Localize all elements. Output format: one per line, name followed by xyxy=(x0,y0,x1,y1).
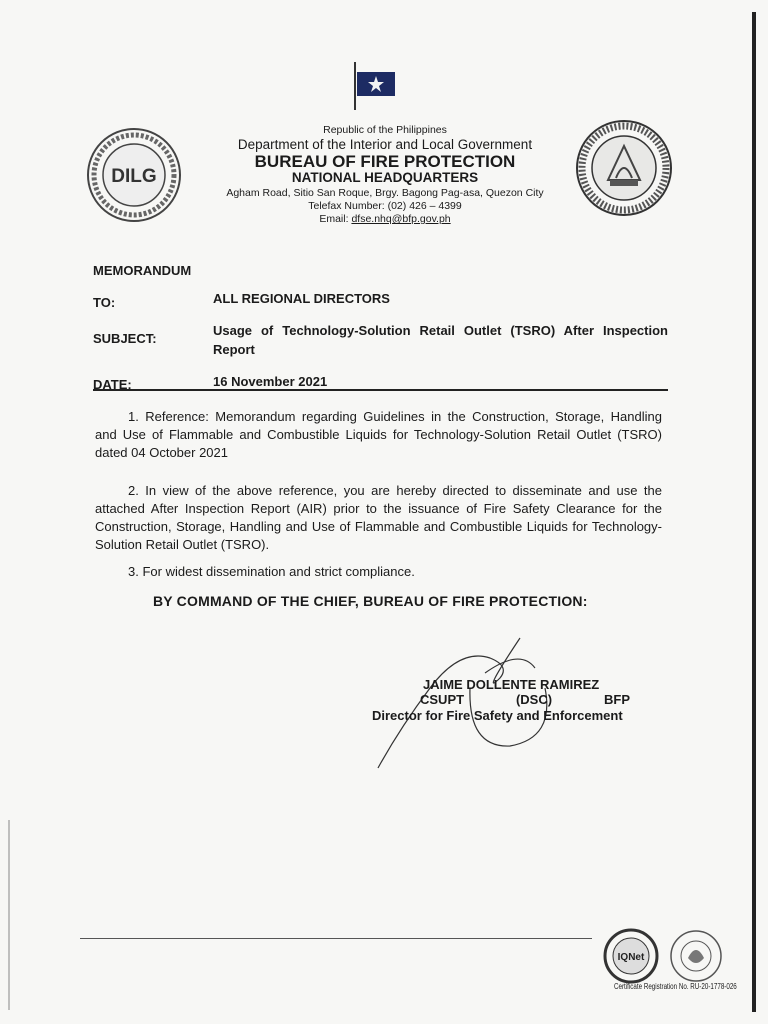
page-edge xyxy=(752,12,756,1012)
signatory-rank-line xyxy=(420,692,630,707)
signatory-org: BFP xyxy=(603,692,630,707)
flag-icon xyxy=(352,62,400,112)
header-divider xyxy=(93,389,668,391)
signatory-title: Director for Fire Safety and Enforcement xyxy=(372,708,623,723)
paragraph-2-text: In view of the above reference, you are hereby directed to disseminate and use the attached After Inspection Report (AIR) prior to the issuance of Fire Safety Clearance for the Construction, Storage, Handling and Use of Flammable and Combustible Liquids for Technology-Solution Retail Outlet (TSRO). xyxy=(95,483,662,552)
dilg-seal-icon xyxy=(84,125,184,225)
command-line: BY COMMAND OF THE CHIEF, BUREAU OF FIRE PROTECTION: xyxy=(153,593,588,609)
republic-line: Republic of the Philippines xyxy=(323,124,447,136)
paragraph-1 xyxy=(95,408,662,462)
department-line: Department of the Interior and Local Government xyxy=(237,137,533,152)
paragraph-3-text: For widest dissemination and strict compliance. xyxy=(142,564,415,579)
headquarters-line: NATIONAL HEADQUARTERS xyxy=(291,170,479,185)
dilg-seal-text: DILG xyxy=(111,166,157,187)
bureau-name: BUREAU OF FIRE PROTECTION xyxy=(254,152,516,171)
paragraph-1-number: 1. xyxy=(128,409,139,424)
bfp-seal-icon xyxy=(570,118,678,218)
subject-label: SUBJECT: xyxy=(93,331,157,346)
page-edge-left xyxy=(8,820,10,1010)
to-label: TO: xyxy=(93,295,116,310)
email-label: Email: xyxy=(319,213,352,225)
email-link[interactable]: dfse.nhq@bfp.gov.ph xyxy=(351,213,451,225)
certification-mark-text: IQNet xyxy=(617,952,645,963)
subject-value: Usage of Technology-Solution Retail Outlet (TSRO) After Inspection Report xyxy=(213,323,668,357)
certification-seal-icon xyxy=(597,928,665,984)
paragraph-3-number: 3. xyxy=(128,564,139,579)
paragraph-1-text: Reference: Memorandum regarding Guidelines in the Construction, Storage, Handling and Use of Flammable and Combustible Liquids for Technology-Solution Retail Outlet (TSRO) dated 04 October 2021 xyxy=(95,409,662,460)
signatory-name: JAIME DOLLENTE RAMIREZ xyxy=(423,677,600,692)
email-line xyxy=(200,213,570,225)
memo-type: MEMORANDUM xyxy=(93,263,192,278)
date-value: 16 November 2021 xyxy=(213,374,328,389)
paragraph-2 xyxy=(95,482,662,554)
address-line: Agham Road, Sitio San Roque, Brgy. Bagong Pag-asa, Quezon City xyxy=(226,187,544,199)
date-label: DATE: xyxy=(93,377,132,392)
certificate-registration: Certificate Registration No. RU-20-1778-026 xyxy=(614,982,737,991)
footer-divider xyxy=(80,938,592,939)
quality-seal-icon xyxy=(668,928,724,984)
telefax-line: Telefax Number: (02) 426 – 4399 xyxy=(308,200,462,212)
paragraph-3 xyxy=(95,563,662,581)
to-value: ALL REGIONAL DIRECTORS xyxy=(213,291,390,306)
paragraph-2-number: 2. xyxy=(128,483,139,498)
signatory-rank: CSUPT xyxy=(420,692,465,707)
signatory-dsc: (DSC) xyxy=(515,692,553,707)
